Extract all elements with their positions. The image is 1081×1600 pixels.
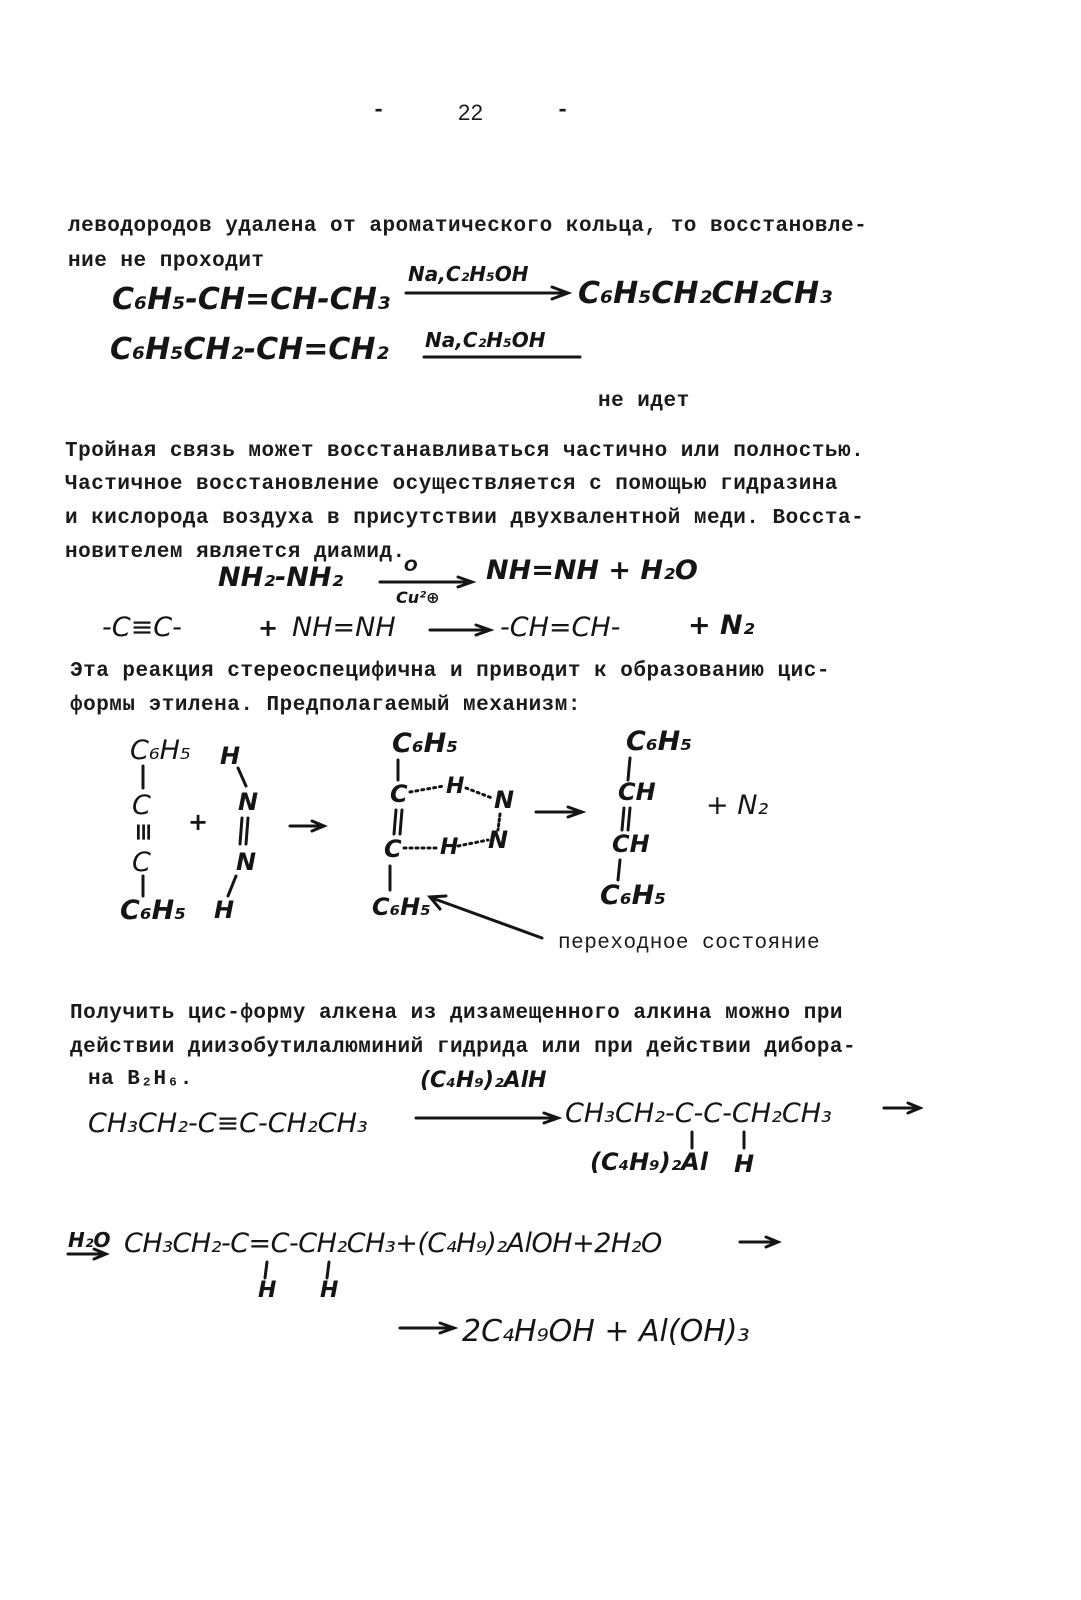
partial-bond (400, 810, 402, 834)
phenyl-group: C₆H₅ (626, 726, 693, 757)
double-bond (628, 808, 630, 830)
catalyst-label: Cu²⊕ (396, 588, 440, 607)
equation-reactant: -C≡C- (102, 612, 182, 643)
nitrogen-atom: N (488, 826, 509, 854)
text-line: действии диизобутилалюминий гидрида или при действии дибора- (70, 1036, 857, 1059)
single-bond (618, 860, 620, 880)
partial-bond (466, 788, 492, 798)
reagent-label: (C₄H₉)₂AlH (420, 1068, 547, 1093)
hydrogen-atom: H (258, 1278, 277, 1303)
text-line: Тройная связь может восстанавливаться частично или полностью. (65, 440, 865, 463)
reagent-label: H₂O (68, 1228, 111, 1252)
carbon-atom: C (132, 790, 151, 821)
single-bond (327, 1262, 329, 1278)
partial-bond (458, 840, 488, 846)
partial-bond (410, 786, 444, 792)
equation-reactant: NH₂-NH₂ (218, 562, 344, 593)
nitrogen-atom: N (494, 786, 515, 814)
equation-reactant: NH=NH (292, 612, 396, 643)
text-line: Получить цис-форму алкена из дизамещенного алкина можно при (70, 1002, 844, 1025)
transition-state-label: переходное состояние (558, 932, 821, 955)
text-line: Эта реакция стереоспецифична и приводит к образованию цис- (70, 660, 830, 683)
page-number: 22 (458, 100, 484, 125)
text-line: новителем является диамид. (65, 541, 406, 564)
hydrogen-atom: H (320, 1278, 339, 1303)
nitrogen-atom: N (238, 788, 259, 816)
text-line: формы этилена. Предполагаемый механизм: (70, 694, 581, 717)
equation-product: + N₂ (688, 610, 755, 641)
plus-sign: + (258, 614, 279, 642)
equation-product: CH₃CH₂-C-C-CH₂CH₃ (565, 1098, 832, 1129)
equation-product: 2C₄H₉OH + Al(OH)₃ (462, 1314, 750, 1349)
hydrogen-atom: H (446, 774, 465, 799)
phenyl-group: C₆H₅ (120, 895, 187, 926)
equation-reactant: C₆H₅-CH=CH-CH₃ (112, 282, 390, 317)
text-line: не идет (598, 390, 690, 413)
equation-product: C₆H₅CH₂CH₂CH₃ (578, 276, 833, 311)
equation-reactant: C₆H₅CH₂-CH=CH₂ (110, 332, 389, 367)
single-bond (265, 1262, 267, 1278)
nitrogen-atom: N (236, 848, 257, 876)
header-dash-right: - (556, 98, 570, 123)
ch-group: CH (618, 778, 656, 806)
phenyl-group: C₆H₅ (130, 735, 191, 766)
double-bond (622, 808, 624, 830)
carbon-atom: C (384, 835, 402, 863)
substituent-label: H (734, 1150, 755, 1178)
reagent-label: O (404, 556, 418, 575)
phenyl-group: C₆H₅ (392, 728, 459, 759)
carbon-atom: C (390, 780, 408, 808)
header-dash-left: - (372, 98, 386, 123)
triple-bond: ≡ (130, 821, 159, 843)
double-bond (246, 818, 248, 844)
hydrogen-atom: H (440, 835, 459, 860)
carbon-atom: C (132, 847, 151, 878)
reagent-label: Na,C₂H₅OH (408, 262, 529, 286)
equation-product: -CH=CH- (500, 612, 621, 643)
phenyl-group: C₆H₅ (372, 893, 431, 921)
text-line: Частичное восстановление осуществляется с помощью гидразина (65, 473, 839, 496)
partial-bond (394, 810, 396, 834)
phenyl-group: C₆H₅ (600, 880, 667, 911)
text-line: леводородов удалена от ароматического кольца, то восстановле- (68, 215, 868, 238)
equation-product: CH₃CH₂-C=C-CH₂CH₃+(C₄H₉)₂AlOH+2H₂O (124, 1228, 662, 1259)
pointer-line (432, 898, 542, 938)
equation-product: NH=NH + H₂O (486, 555, 698, 586)
single-bond (238, 768, 246, 786)
nitrogen-molecule: + N₂ (706, 790, 769, 821)
text-line: и кислорода воздуха в присутствии двухвалентной меди. Восста- (65, 507, 865, 530)
hydrogen-atom: H (214, 896, 235, 924)
single-bond (228, 876, 236, 896)
ch-group: CH (612, 830, 650, 858)
text-line: на B₂H₆. (88, 1068, 193, 1091)
single-bond (628, 758, 630, 780)
plus-sign: + (188, 808, 209, 836)
partial-bond (498, 814, 500, 830)
text-line: ние не проходит (68, 250, 265, 273)
equation-reactant: CH₃CH₂-C≡C-CH₂CH₃ (88, 1108, 368, 1139)
hydrogen-atom: H (220, 742, 241, 770)
reagent-label: Na,C₂H₅OH (425, 328, 546, 352)
double-bond (240, 818, 242, 844)
substituent-label: (C₄H₉)₂Al (590, 1148, 708, 1176)
